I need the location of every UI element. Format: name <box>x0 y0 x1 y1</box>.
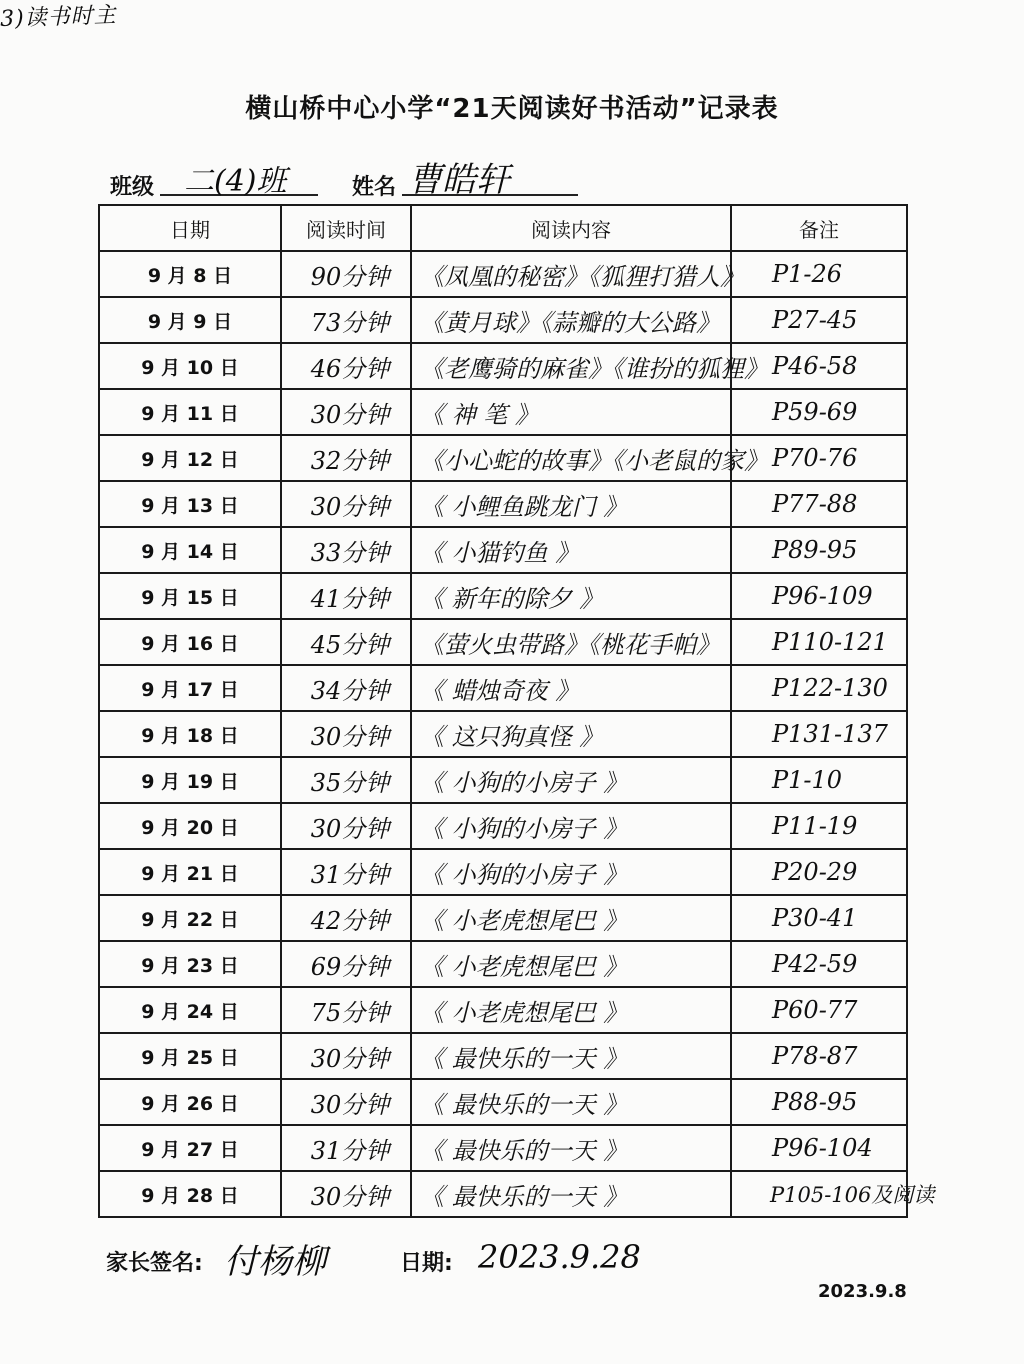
row-content: 《 小老虎想尾巴 》 <box>411 895 731 941</box>
row-date: 9 月 19 日 <box>99 757 281 803</box>
row-time: 69分钟 <box>281 941 411 987</box>
sign-date-label: 日期: <box>400 1251 453 1276</box>
row-content: 《 蜡烛奇夜 》 <box>411 665 731 711</box>
row-content: 《小心蛇的故事》《小老鼠的家》 <box>411 435 731 481</box>
row-content: 《 这只狗真怪 》 <box>411 711 731 757</box>
column-header-time: 阅读时间 <box>281 205 411 251</box>
row-content: 《凤凰的秘密》《狐狸打猎人》 <box>411 251 731 297</box>
row-date: 9 月 8 日 <box>99 251 281 297</box>
row-date: 9 月 23 日 <box>99 941 281 987</box>
row-time: 35分钟 <box>281 757 411 803</box>
row-date: 9 月 20 日 <box>99 803 281 849</box>
row-content: 《 最快乐的一天 》 <box>411 1171 731 1217</box>
row-date: 9 月 10 日 <box>99 343 281 389</box>
name-label: 姓名 <box>352 175 397 200</box>
row-time: 30分钟 <box>281 1171 411 1217</box>
table-row <box>99 435 907 481</box>
column-header-content: 阅读内容 <box>411 205 731 251</box>
row-time: 30分钟 <box>281 1033 411 1079</box>
table-row <box>99 527 907 573</box>
row-note: P110-121 <box>731 619 907 665</box>
sign-date-value: 2023.9.28 <box>478 1238 641 1276</box>
table-row <box>99 711 907 757</box>
row-time: 32分钟 <box>281 435 411 481</box>
table-row <box>99 619 907 665</box>
column-header-note: 备注 <box>731 205 907 251</box>
row-date: 9 月 22 日 <box>99 895 281 941</box>
row-date: 9 月 14 日 <box>99 527 281 573</box>
table-header-row <box>99 205 907 251</box>
table-row <box>99 895 907 941</box>
row-time: 30分钟 <box>281 481 411 527</box>
row-time: 73分钟 <box>281 297 411 343</box>
row-note: P59-69 <box>731 389 907 435</box>
parent-signature: 付杨柳 <box>224 1242 326 1282</box>
row-note: P30-41 <box>731 895 907 941</box>
row-date: 9 月 26 日 <box>99 1079 281 1125</box>
table-row <box>99 849 907 895</box>
table-row <box>99 297 907 343</box>
row-time: 30分钟 <box>281 1079 411 1125</box>
row-time: 33分钟 <box>281 527 411 573</box>
row-note: P11-19 <box>731 803 907 849</box>
row-note: P78-87 <box>731 1033 907 1079</box>
row-content: 《 小狗的小房子 》 <box>411 803 731 849</box>
row-time: 30分钟 <box>281 711 411 757</box>
row-note: P96-109 <box>731 573 907 619</box>
row-time: 31分钟 <box>281 849 411 895</box>
row-time: 46分钟 <box>281 343 411 389</box>
row-time: 31分钟 <box>281 1125 411 1171</box>
row-content: 《 神 笔 》 <box>411 389 731 435</box>
page-title: 横山桥中心小学“21天阅读好书活动”记录表 <box>245 94 779 124</box>
row-date: 9 月 13 日 <box>99 481 281 527</box>
row-time: 30分钟 <box>281 803 411 849</box>
table-row <box>99 1125 907 1171</box>
row-content: 《 小猫钓鱼 》 <box>411 527 731 573</box>
row-date: 9 月 12 日 <box>99 435 281 481</box>
row-note: P122-130 <box>731 665 907 711</box>
row-time: 45分钟 <box>281 619 411 665</box>
row-time: 34分钟 <box>281 665 411 711</box>
row-note: P1-10 <box>731 757 907 803</box>
row-time: 75分钟 <box>281 987 411 1033</box>
column-header-date: 日期 <box>99 205 281 251</box>
table-body <box>99 251 935 1217</box>
row-note: P96-104 <box>731 1125 907 1171</box>
row-note: P27-45 <box>731 297 907 343</box>
row-note: P131-137 <box>731 711 907 757</box>
row-date: 9 月 27 日 <box>99 1125 281 1171</box>
table-row <box>99 389 907 435</box>
row-date: 9 月 17 日 <box>99 665 281 711</box>
row-content: 《萤火虫带路》《桃花手帕》 <box>411 619 731 665</box>
row-note: P42-59 <box>731 941 907 987</box>
signature-label: 家长签名: <box>106 1251 203 1276</box>
table-row <box>99 803 907 849</box>
class-label: 班级 <box>110 175 155 200</box>
row-note: P105-106及阅读 <box>731 1171 907 1217</box>
reading-log-table <box>98 204 935 1218</box>
row-time: 90分钟 <box>281 251 411 297</box>
row-date: 9 月 9 日 <box>99 297 281 343</box>
row-content: 《 小老虎想尾巴 》 <box>411 987 731 1033</box>
table-row <box>99 573 907 619</box>
table-row <box>99 665 907 711</box>
print-date: 2023.9.8 <box>818 1281 907 1302</box>
row-content: 《 小狗的小房子 》 <box>411 757 731 803</box>
row-content: 《 最快乐的一天 》 <box>411 1125 731 1171</box>
row-content: 《 小鲤鱼跳龙门 》 <box>411 481 731 527</box>
row-time: 42分钟 <box>281 895 411 941</box>
row-date: 9 月 24 日 <box>99 987 281 1033</box>
row-note: P60-77 <box>731 987 907 1033</box>
row-content: 《 新年的除夕 》 <box>411 573 731 619</box>
row-note: P46-58 <box>731 343 907 389</box>
row-content: 《 小狗的小房子 》 <box>411 849 731 895</box>
row-note: P89-95 <box>731 527 907 573</box>
table-row <box>99 987 907 1033</box>
row-date: 9 月 28 日 <box>99 1171 281 1217</box>
row-note: P88-95 <box>731 1079 907 1125</box>
row-content: 《 最快乐的一天 》 <box>411 1079 731 1125</box>
row-date: 9 月 15 日 <box>99 573 281 619</box>
table-row <box>99 1079 907 1125</box>
table-row <box>99 1171 907 1217</box>
row-time: 41分钟 <box>281 573 411 619</box>
row-content: 《黄月球》《蒜瓣的大公路》 <box>411 297 731 343</box>
row-note: P20-29 <box>731 849 907 895</box>
row-note: P1-26 <box>731 251 907 297</box>
row-note: P70-76 <box>731 435 907 481</box>
row-content: 《 最快乐的一天 》 <box>411 1033 731 1079</box>
row-date: 9 月 21 日 <box>99 849 281 895</box>
table-row <box>99 343 907 389</box>
row-date: 9 月 18 日 <box>99 711 281 757</box>
row-time: 30分钟 <box>281 389 411 435</box>
table-row <box>99 1033 907 1079</box>
table-row <box>99 481 907 527</box>
row-date: 9 月 11 日 <box>99 389 281 435</box>
row-note: P77-88 <box>731 481 907 527</box>
row-content: 《老鹰骑的麻雀》《谁扮的狐狸》 <box>411 343 731 389</box>
table-row <box>99 941 907 987</box>
table-row <box>99 251 907 297</box>
class-value: 二(4)班 <box>184 164 287 199</box>
row-date: 9 月 16 日 <box>99 619 281 665</box>
row-date: 9 月 25 日 <box>99 1033 281 1079</box>
corner-handwritten-note: 3)读书时主 <box>0 2 118 33</box>
row-content: 《 小老虎想尾巴 》 <box>411 941 731 987</box>
table-row <box>99 757 907 803</box>
name-value: 曹皓轩 <box>408 160 510 200</box>
